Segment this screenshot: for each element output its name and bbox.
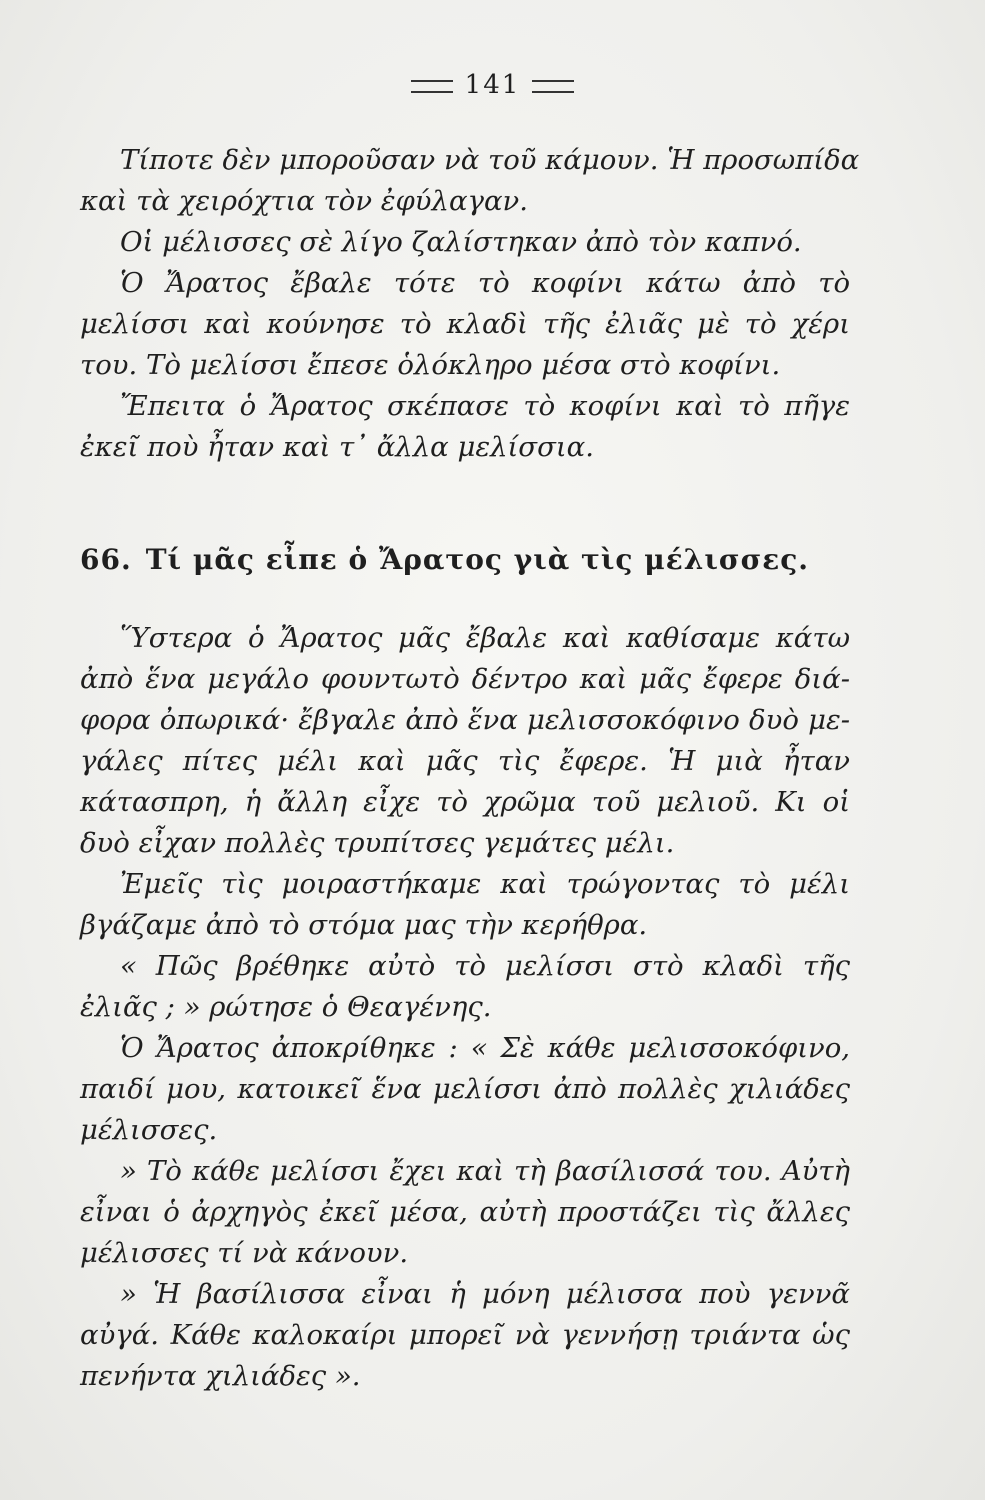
paragraph-line: μέλισσες τί νὰ κάνουν. bbox=[80, 1237, 409, 1269]
paragraph-line: Ἐμεῖς τὶς μοιραστήκαμε καὶ τρώγοντας τὸ μέλι bbox=[120, 868, 850, 900]
paragraph-line: γάλες πίτες μέλι καὶ μᾶς τὶς ἔφερε. Ἡ μιὰ ἦταν bbox=[80, 745, 850, 777]
paragraph-line: δυὸ εἶχαν πολλὲς τρυπίτσες γεμάτες μέλι. bbox=[80, 827, 675, 859]
paragraph-line: Οἱ μέλισσες σὲ λίγο ζαλίστηκαν ἀπὸ τὸν καπνό. bbox=[120, 226, 802, 258]
header-rule-left bbox=[411, 80, 453, 93]
paragraph-line: κάτασπρη, ἡ ἄλλη εἶχε τὸ χρῶμα τοῦ μελιοῦ. Κι οἱ bbox=[80, 786, 850, 818]
page-number: 141 bbox=[464, 70, 521, 100]
paragraph-line: παιδί μου, κατοικεῖ ἕνα μελίσσι ἀπὸ πολλὲς χιλιάδες bbox=[80, 1073, 850, 1105]
paragraph-line: Ὁ Ἄρατος ἀποκρίθηκε : « Σὲ κάθε μελισσοκόφινο, bbox=[120, 1032, 850, 1064]
paragraph-line: του. Τὸ μελίσσι ἔπεσε ὁλόκληρο μέσα στὸ κοφίνι. bbox=[80, 349, 781, 381]
paragraph-line: Τίποτε δὲν μποροῦσαν νὰ τοῦ κάμουν. Ἡ προσωπίδα bbox=[120, 144, 860, 176]
paragraph-line: εἶναι ὁ ἀρχηγὸς ἐκεῖ μέσα, αὐτὴ προστάζει τὶς ἄλλες bbox=[80, 1196, 850, 1228]
paragraph-line: μελίσσι καὶ κούνησε τὸ κλαδὶ τῆς ἐλιᾶς μὲ τὸ χέρι bbox=[80, 308, 850, 340]
text-block-bottom bbox=[80, 618, 850, 1397]
paragraph-line: Ὕστερα ὁ Ἄρατος μᾶς ἔβαλε καὶ καθίσαμε κάτω bbox=[120, 622, 850, 654]
section-heading bbox=[80, 543, 850, 576]
paragraph-line: μέλισσες. bbox=[80, 1114, 218, 1146]
section-title: Τί μᾶς εἶπε ὁ Ἄρατος γιὰ τὶς μέλισσες. bbox=[145, 543, 810, 576]
paragraph-line: αὐγά. Κάθε καλοκαίρι μπορεῖ νὰ γεννήσῃ τριάντα ὡς bbox=[80, 1319, 850, 1351]
section-number: 66. bbox=[80, 543, 132, 576]
paragraph-line: ἀπὸ ἕνα μεγάλο φουντωτὸ δέντρο καὶ μᾶς ἔφερε διά- bbox=[80, 663, 850, 695]
paragraph-line: πενήντα χιλιάδες ». bbox=[80, 1360, 361, 1392]
text-block-top bbox=[80, 140, 860, 468]
paragraph-line: » Ἡ βασίλισσα εἶναι ἡ μόνη μέλισσα ποὺ γεννᾶ bbox=[120, 1278, 850, 1310]
paragraph-line: βγάζαμε ἀπὸ τὸ στόμα μας τὴν κερήθρα. bbox=[80, 909, 648, 941]
paragraph-line: » Τὸ κάθε μελίσσι ἔχει καὶ τὴ βασίλισσά του. Αὐτὴ bbox=[120, 1155, 850, 1187]
paragraph-line: καὶ τὰ χειρόχτια τὸν ἐφύλαγαν. bbox=[80, 185, 528, 217]
paragraph-line: « Πῶς βρέθηκε αὐτὸ τὸ μελίσσι στὸ κλαδὶ τῆς bbox=[120, 950, 850, 982]
paragraph-line: ἐλιᾶς ; » ρώτησε ὁ Θεαγένης. bbox=[80, 991, 492, 1023]
paragraph-line: Ἔπειτα ὁ Ἄρατος σκέπασε τὸ κοφίνι καὶ τὸ πῆγε bbox=[120, 390, 850, 422]
page-header bbox=[0, 70, 985, 100]
paragraph-line: φορα ὀπωρικά· ἔβγαλε ἀπὸ ἕνα μελισσοκόφινο δυὸ με- bbox=[80, 704, 850, 736]
header-rule-right bbox=[532, 80, 574, 93]
paragraph-line: Ὁ Ἄρατος ἔβαλε τότε τὸ κοφίνι κάτω ἀπὸ τὸ bbox=[120, 267, 850, 299]
paragraph-line: ἐκεῖ ποὺ ἦταν καὶ τ᾽ ἄλλα μελίσσια. bbox=[80, 431, 594, 463]
